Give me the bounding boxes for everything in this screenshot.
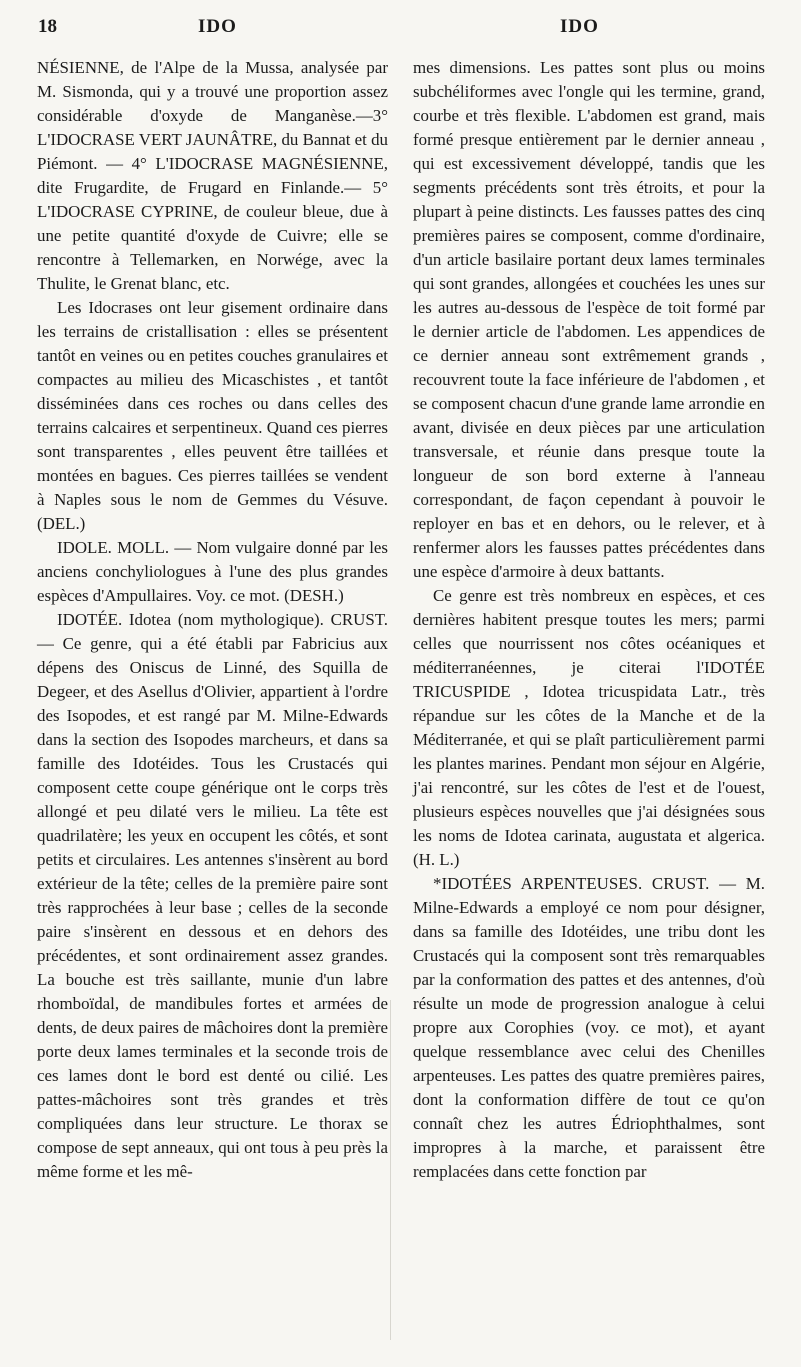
page-header bbox=[0, 16, 801, 46]
paragraph: mes dimensions. Les pattes sont plus ou moins subchéliformes avec l'ongle qui les termine, grand, courbe et très flexible. L'abdomen est grand, mais formé presque entièrement par le dernier anneau , qui est excessivement développé, tandis que les segments précédents sont très étroits, et pour la plupart à peine distincts. Les fausses pattes des cinq premières paires se composent, comme d'ordinaire, d'un article basilaire portant deux lames terminales qui sont grandes, allongées et couchées les unes sur les autres au-dessous de l'espèce de toit formé par le dernier article de l'abdomen. Les appendices de ce dernier anneau sont extrêmement grands , recouvrent toute la face inférieure de l'abdomen , et se composent chacun d'une grande lame arrondie en avant, divisée en deux pièces par une articulation transversale, et réunie dans presque toute la longueur de son bord externe à l'anneau correspondant, de façon cependant à pouvoir le reployer en bas et en dehors, ou le relever, et à renfermer alors les fausses pattes précédentes dans une espèce d'armoire à deux battants. bbox=[413, 58, 765, 581]
running-head-right: IDO bbox=[560, 16, 599, 37]
left-column bbox=[37, 56, 388, 1184]
paragraph: Les Idocrases ont leur gisement ordinaire dans les terrains de cristallisation : elles se présentent tantôt en veines ou en petites couches granulaires et compactes au milieu des Micaschistes , et tantôt disséminées dans ces roches ou dans celles des terrains calcaires et serpentineux. Quand ces pierres sont transparentes , elles peuvent être taillées et montées en bagues. Ces pierres taillées se vendent à Naples sous le nom de Gemmes du Vésuve. (DEL.) bbox=[37, 298, 388, 533]
entry-idotees-arpenteuses: *IDOTÉES ARPENTEUSES. CRUST. — M. Milne-Edwards a employé ce nom pour désigner, dans sa famille des Idotéides, une tribu dont les Crustacés qui la composent sont très remarquables par la conformation des pattes et des antennes, d'où résulte un mode de progression analogue à celui propre aux Corophies (voy. ce mot), et ayant quelque ressemblance avec celui des Chenilles arpenteuses. Les pattes des quatre premières paires, dont la conformation diffère de tout ce qu'on connaît chez les autres Édriophthalmes, sont impropres à la marche, et paraissent être remplacées dans cette fonction par bbox=[413, 874, 765, 1181]
entry-idole: IDOLE. MOLL. — Nom vulgaire donné par les anciens conchyliologues à l'une des plus grandes espèces d'Ampullaires. Voy. ce mot. (DESH.) bbox=[37, 538, 388, 605]
right-column bbox=[413, 56, 765, 1184]
paragraph: Ce genre est très nombreux en espèces, et ces dernières habitent presque toutes les mers; parmi celles que nourrissent nos côtes océaniques et méditerranéennes, je citerai l'IDOTÉE TRICUSPIDE , Idotea tricuspidata Latr., très répandue sur les côtes de la Manche et de la Méditerranée, et qui se plaît particulièrement parmi les plantes marines. Pendant mon séjour en Algérie, j'ai rencontré, sur les côtes de l'est et de l'ouest, plusieurs espèces nouvelles que j'ai désignées sous les noms de Idotea carinata, augustata et algerica. (H. L.) bbox=[413, 586, 765, 869]
column-divider bbox=[390, 1000, 391, 1340]
entry-idotee: IDOTÉE. Idotea (nom mythologique). CRUST. — Ce genre, qui a été établi par Fabricius aux dépens des Oniscus de Linné, des Squilla de Degeer, et des Asellus d'Olivier, appartient à l'ordre des Isopodes, et est rangé par M. Milne-Edwards dans la section des Isopodes marcheurs, et dans sa famille des Idotéides. Tous les Crustacés qui composent cette coupe générique ont le corps très allongé et peu dilaté vers le milieu. La tête est quadrilatère; les yeux en occupent les côtés, et sont petits et circulaires. Les antennes s'insèrent au bord extérieur de la tête; celles de la première paire sont très rapprochées à leur base ; celles de la seconde paire s'insèrent en dessous et en dehors des précédentes, et sont ordinairement assez grandes. La bouche est très saillante, munie d'un labre rhomboïdal, de mandibules fortes et armées de dents, de deux paires de mâchoires dont la première porte deux lames terminales et la seconde trois de ces lames dont le bord est denté ou cilié. Les pattes-mâchoires sont très grandes et très compliquées dans leur structure. Le thorax se compose de sept anneaux, qui ont tous à peu près la même forme et les mê- bbox=[37, 610, 388, 1181]
running-head-left: IDO bbox=[198, 16, 237, 37]
page-number: 18 bbox=[38, 16, 57, 37]
paragraph: NÉSIENNE, de l'Alpe de la Mussa, analysée par M. Sismonda, qui y a trouvé une proportion assez considérable d'oxyde de Manganèse.—3° L'IDOCRASE VERT JAUNÂTRE, du Bannat et du Piémont. — 4° L'IDOCRASE MAGNÉSIENNE, dite Frugardite, de Frugard en Finlande.— 5° L'IDOCRASE CYPRINE, de couleur bleue, due à une petite quantité d'oxyde de Cuivre; elle se rencontre à Tellemarken, en Norwége, avec la Thulite, le Grenat blanc, etc. bbox=[37, 58, 388, 293]
